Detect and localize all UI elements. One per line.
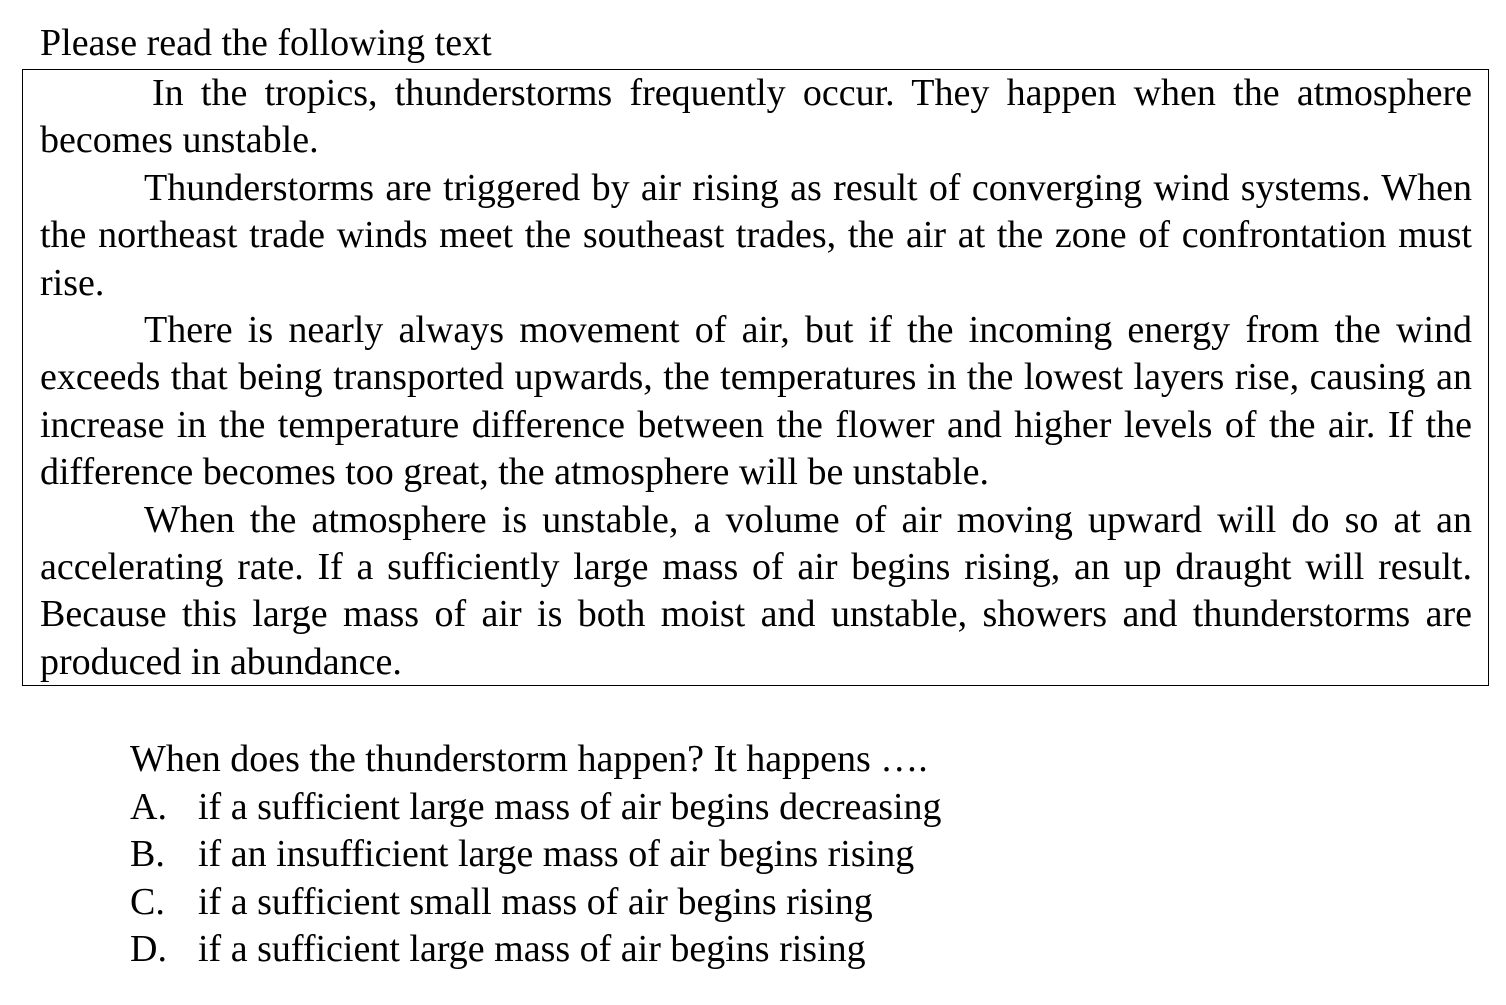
option-letter: B. xyxy=(130,833,165,875)
option-letter: C. xyxy=(130,880,165,923)
passage-paragraph-3: There is nearly always movement of air, but if the incoming energy from the wind exceeds that being transported upwards, the temperatures in the lowest layers rise, causing an increase in the temperature difference between the flower and higher levels of the air. If the difference becomes too great, the atmosphere will be unstable. xyxy=(40,309,1472,494)
answer-option-a[interactable] xyxy=(130,784,942,832)
instruction-heading: Please read the following text xyxy=(40,22,492,64)
option-letter: D. xyxy=(130,928,167,970)
passage-paragraph-2: Thunderstorms are triggered by air rising as result of converging wind systems. When the northeast trade winds meet the southeast trades, the air at the zone of confrontation must rise. xyxy=(40,166,1472,304)
option-text: if a sufficient large mass of air begins rising xyxy=(198,928,866,970)
answer-options xyxy=(130,784,942,974)
option-letter: A. xyxy=(130,785,167,828)
answer-option-d[interactable] xyxy=(130,926,942,974)
option-text: if a sufficient large mass of air begins decreasing xyxy=(198,785,942,828)
option-text: if a sufficient small mass of air begins rising xyxy=(198,880,873,923)
option-text: if an insufficient large mass of air begins rising xyxy=(198,833,915,875)
question-block xyxy=(130,736,942,974)
passage-paragraph-4: When the atmosphere is unstable, a volume of air moving upward will do so at an accelerating rate. If a sufficiently large mass of air begins rising, an up draught will result. Because this large mass of air is both moist and unstable, showers and thunderstorms are produced in abundance. xyxy=(40,498,1472,683)
answer-option-b[interactable] xyxy=(130,831,942,879)
question-stem: When does the thunderstorm happen? It happens …. xyxy=(130,738,928,780)
answer-option-c[interactable] xyxy=(130,879,942,927)
reading-passage-box xyxy=(22,69,1489,686)
passage-paragraph-1: In the tropics, thunderstorms frequently occur. They happen when the atmosphere becomes unstable. xyxy=(40,72,1472,162)
